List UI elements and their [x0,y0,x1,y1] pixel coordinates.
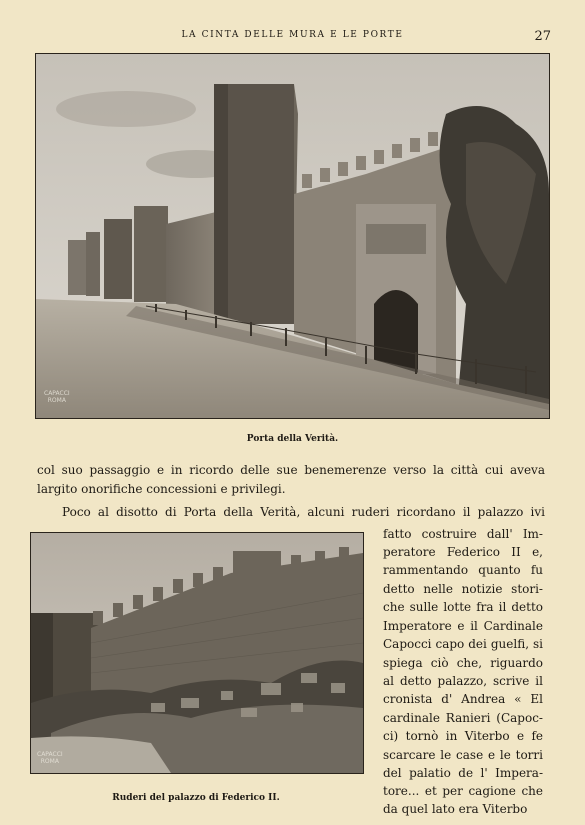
column-line: al detto palazzo, scrive il [383,674,543,688]
photographer-stamp: CAPACCI ROMA [37,751,63,765]
column-line: detto nelle notizie stori- [383,582,543,596]
page-number: 27 [534,29,551,44]
photo-porta-della-verita-image [36,54,549,418]
column-line: Capocci capo dei guelfi, si [383,637,543,651]
column-line: cronista d' Andrea « El [383,692,543,706]
column-line: spiega ciò che, riguardo [383,656,543,670]
column-line: peratore Federico II e, [383,545,543,559]
photographer-stamp: CAPACCI ROMA [44,390,70,404]
column-line: cardinale Ranieri (Capoc- [383,711,543,725]
column-line: da quel lato era Viterbo [383,802,528,816]
column-line: Imperatore e il Cardinale [383,619,543,633]
column-line: ci) tornò in Viterbo e fe [383,729,543,743]
caption-ruderi-palazzo-federico: Ruderi del palazzo di Federico II. [112,793,280,803]
column-line: del palatio de l' Impera- [383,766,543,780]
running-title: LA CINTA DELLE MURA E LE PORTE [181,30,404,40]
photo-ruderi-palazzo-federico-image [31,533,363,773]
text-line: col suo passaggio e in ricordo delle sue benemerenze verso la città cui aveva [37,463,545,477]
column-line: rammentando quanto fu [383,563,543,577]
photo-porta-della-verita [35,53,550,419]
caption-porta-della-verita: Porta della Verità. [246,434,339,444]
photo-ruderi-palazzo-federico [30,532,364,774]
column-line: scarcare le case e le torri [383,748,543,762]
column-line: fatto costruire dall' Im- [383,527,543,541]
column-line: che sulle lotte fra il detto [383,600,543,614]
column-line: tore... et per cagione che [383,784,543,798]
paragraph-start: Poco al disotto di Porta della Verità, alcuni ruderi ricordano il palazzo ivi [62,505,545,519]
text-line: largito onorifiche concessioni e privilegi. [37,482,286,496]
